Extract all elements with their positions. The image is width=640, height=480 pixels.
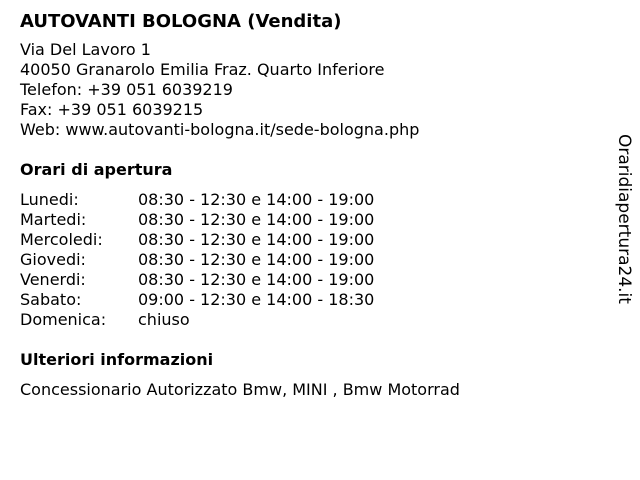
additional-info-title: Ulteriori informazioni: [20, 350, 214, 369]
additional-info-text: Concessionario Autorizzato Bmw, MINI , Bmw Motorrad: [20, 380, 460, 399]
hours-row: [20, 270, 600, 290]
hours-day: Lunedi:: [20, 190, 79, 209]
hours-time: 08:30 - 12:30 e 14:00 - 19:00: [138, 250, 375, 269]
hours-day: Domenica:: [20, 310, 107, 329]
hours-time: 08:30 - 12:30 e 14:00 - 19:00: [138, 210, 375, 229]
hours-day: Venerdi:: [20, 270, 86, 289]
hours-day: Sabato:: [20, 290, 82, 309]
fax-number: Fax: +39 051 6039215: [20, 100, 204, 119]
contact-block: [20, 40, 600, 140]
hours-row: [20, 190, 600, 210]
hours-row: [20, 290, 600, 310]
website-line: Web: www.autovanti-bologna.it/sede-bologna.php: [20, 120, 420, 139]
hours-time: 08:30 - 12:30 e 14:00 - 19:00: [138, 230, 375, 249]
hours-time: 08:30 - 12:30 e 14:00 - 19:00: [138, 190, 375, 209]
hours-row: [20, 210, 600, 230]
business-card: [20, 10, 600, 400]
hours-time: 09:00 - 12:30 e 14:00 - 18:30: [138, 290, 375, 309]
hours-row: [20, 250, 600, 270]
business-name: AUTOVANTI BOLOGNA (Vendita): [20, 11, 342, 32]
address-city: 40050 Granarolo Emilia Fraz. Quarto Inferiore: [20, 60, 385, 79]
hours-time: 08:30 - 12:30 e 14:00 - 19:00: [138, 270, 375, 289]
hours-row: [20, 310, 600, 330]
hours-time: chiuso: [138, 310, 190, 329]
hours-row: [20, 230, 600, 250]
hours-day: Martedi:: [20, 210, 87, 229]
hours-day: Mercoledi:: [20, 230, 103, 249]
opening-hours-title: Orari di apertura: [20, 160, 173, 179]
phone-number: Telefon: +39 051 6039219: [20, 80, 233, 99]
address-street: Via Del Lavoro 1: [20, 40, 151, 59]
hours-day: Giovedi:: [20, 250, 86, 269]
site-watermark: Oraridiapertura24.it: [614, 134, 634, 304]
opening-hours-table: [20, 190, 600, 330]
